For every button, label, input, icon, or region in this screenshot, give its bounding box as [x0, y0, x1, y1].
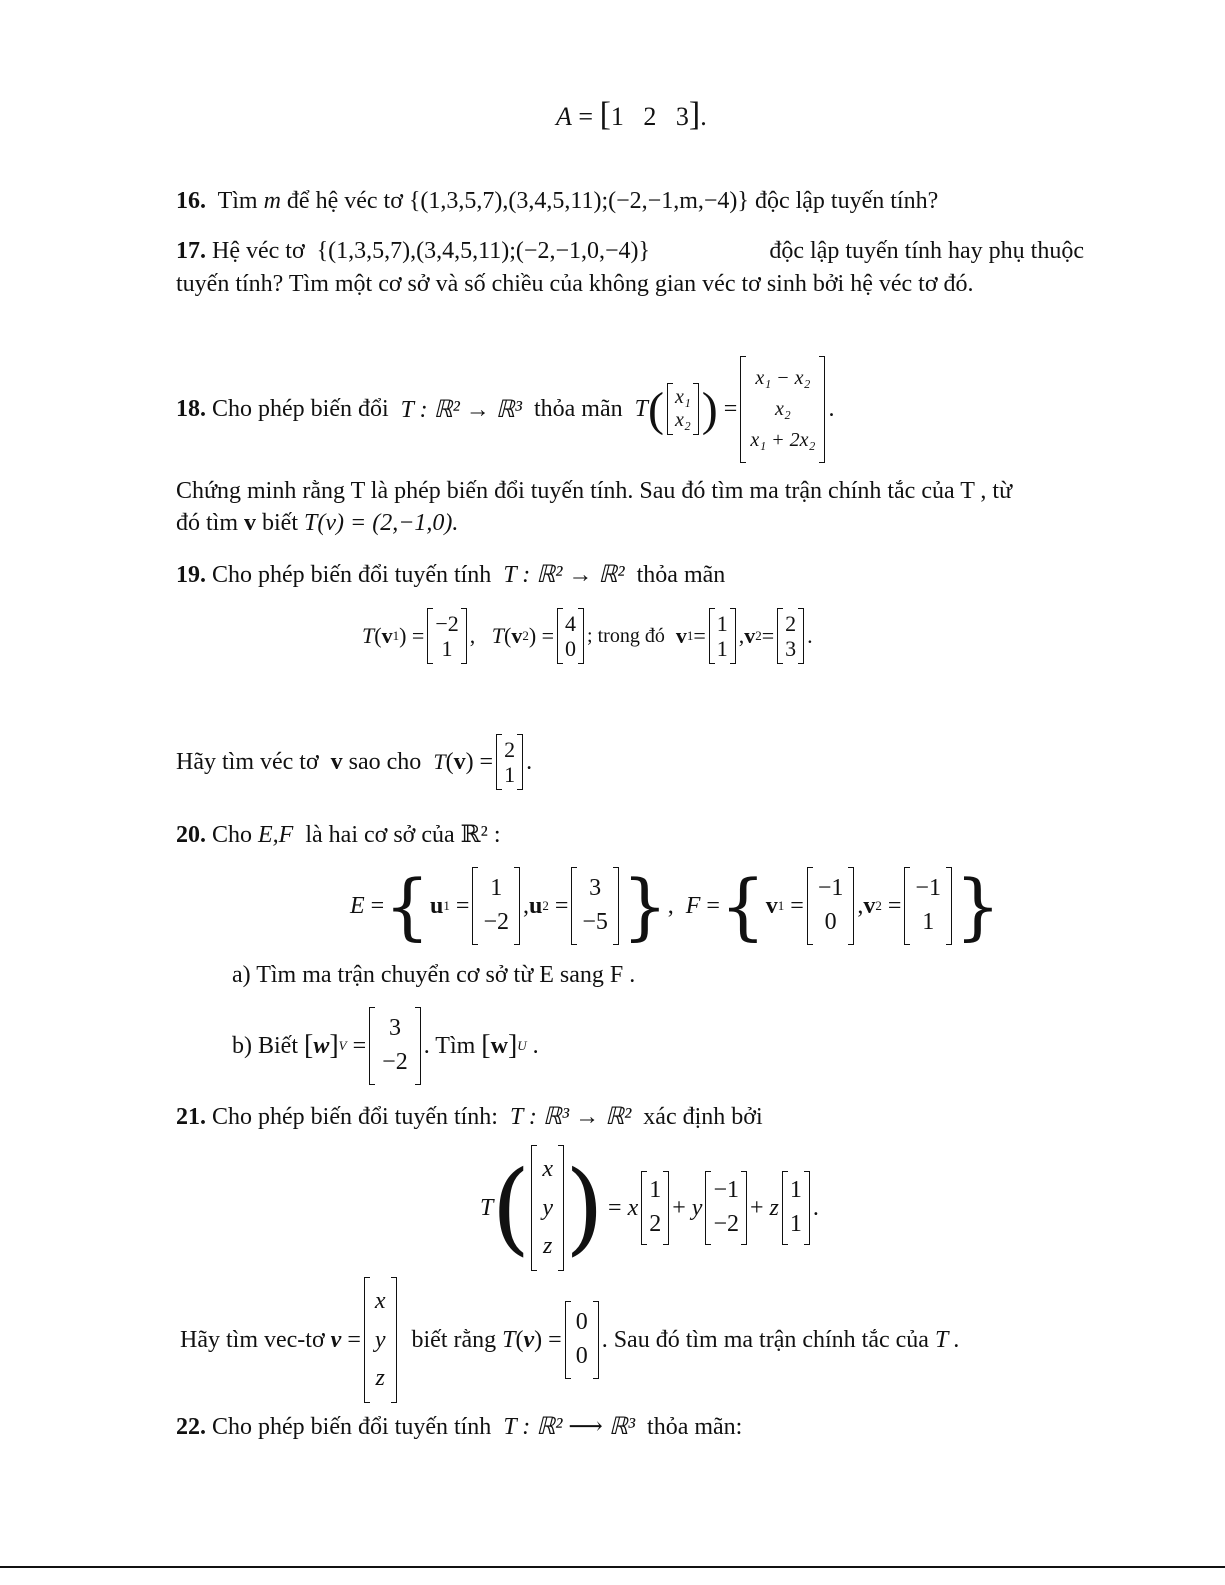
- problem-20-fv2: −1 1: [904, 868, 952, 943]
- problem-22-header: 22. Cho phép biến đổi tuyến tính T : ℝ² ⟶ ℝ³ thỏa mãn:: [176, 1414, 743, 1440]
- problem-21-v-vector: x y z: [364, 1278, 397, 1401]
- problem-21-zero-vector: 0 0: [565, 1302, 599, 1377]
- problem-16: [176, 188, 938, 215]
- problem-17-number: 17.: [176, 238, 206, 264]
- problem-19-v1: 1 1: [709, 609, 736, 664]
- problem-20-fv1: −1 0: [807, 868, 855, 943]
- problem-18-header: 18. Cho phép biến đổi T : ℝ² → ℝ³ thỏa mãn T ( x₁ x₂ ) = x₁ − x₂ x₂ x₁ + 2x₂ .: [176, 358, 834, 460]
- page-bottom-divider: [0, 1566, 1225, 1568]
- problem-21-input: x y z: [531, 1146, 564, 1269]
- problem-20-part-a: a) Tìm ma trận chuyển cơ sở từ E sang F .: [232, 962, 636, 988]
- problem-18-output-vector: x₁ − x₂ x₂ x₁ + 2x₂: [740, 357, 825, 462]
- problem-16-text: để hệ véc tơ: [286, 188, 403, 214]
- problem-19-header: 19. Cho phép biến đổi tuyến tính T : ℝ² → ℝ² thỏa mãn: [176, 562, 726, 588]
- problem-21-col3: 1 1: [782, 1172, 810, 1243]
- problem-21-col1: 1 2: [641, 1172, 669, 1243]
- matrix-a-equation: A = [1 2 3].: [556, 96, 707, 133]
- matrix-a-entry-1: 1: [610, 102, 624, 131]
- problem-19-tv2: 4 0: [557, 609, 584, 664]
- problem-22-map: T : ℝ² ⟶ ℝ³: [503, 1414, 636, 1440]
- problem-18-input-vector: x₁ x₂: [667, 384, 699, 434]
- problem-17-text: độc lập tuyến tính hay phụ thuộc: [769, 238, 1084, 264]
- problem-20-w-coords: 3 −2: [369, 1008, 421, 1083]
- problem-20-number: 20.: [176, 822, 206, 848]
- problem-19-tv: 2 1: [496, 735, 523, 790]
- problem-20-header: 20. Cho E,F là hai cơ sở của ℝ² :: [176, 822, 501, 848]
- problem-20-u2: 3 −5: [571, 868, 619, 943]
- problem-18-text: Cho phép biến đổi: [212, 395, 389, 422]
- problem-21-header: 21. Cho phép biến đổi tuyến tính: T : ℝ³ → ℝ² xác định bởi: [176, 1104, 763, 1130]
- problem-17-line2: tuyến tính? Tìm một cơ sở và số chiều của không gian véc tơ sinh bởi hệ véc tơ đó.: [176, 271, 974, 297]
- problem-17-set: {(1,3,5,7),(3,4,5,11);(−2,−1,0,−4)}: [316, 238, 651, 264]
- problem-21-col2: −1 −2: [705, 1172, 747, 1243]
- problem-17: [176, 238, 1084, 298]
- problem-20-part-b: b) Biết [ w ] V = 3 −2 . Tìm [ w ] U .: [232, 1010, 539, 1082]
- problem-21-find: Hãy tìm vec-tơ v = x y z biết rằng T ( v ) = 0 0 . Sau đó tìm ma trận chính tắc của T .: [180, 1284, 960, 1396]
- problem-20-u1: 1 −2: [472, 868, 520, 943]
- problem-22-number: 22.: [176, 1414, 206, 1440]
- problem-18-line3: đó tìm v biết T(v) = (2,−1,0).: [176, 510, 459, 536]
- problem-16-number: 16.: [176, 188, 206, 214]
- problem-20-bases: E = { u 1 = 1 −2 , u 2 = 3 −5 } , F = { v 1 = −1 0 , v 2 = −1 1 }: [350, 864, 1001, 948]
- matrix-a-entry-2: 2: [643, 102, 657, 131]
- problem-21-number: 21.: [176, 1104, 206, 1130]
- matrix-a-symbol: A: [556, 102, 572, 131]
- problem-19-tv1: −2 1: [427, 609, 466, 664]
- matrix-a-entry-3: 3: [675, 102, 689, 131]
- problem-16-text: độc lập tuyến tính?: [754, 188, 939, 214]
- problem-16-text: Tìm: [217, 188, 258, 214]
- problem-19-map: T : ℝ² → ℝ²: [503, 562, 625, 588]
- problem-19-equations: T ( v 1 ) = −2 1 , T ( v 2 ) = 4 0 ; trong đó v 1 = 1 1 , v 2 = 2 3 .: [362, 600, 813, 672]
- problem-18-map: T : ℝ² → ℝ³: [400, 396, 522, 423]
- problem-17-text: Hệ véc tơ: [212, 238, 305, 264]
- problem-18-number: 18.: [176, 395, 206, 422]
- problem-19-number: 19.: [176, 562, 206, 588]
- problem-19-find: Hãy tìm véc tơ v sao cho T ( v ) = 2 1 .: [176, 726, 532, 798]
- problem-16-set: {(1,3,5,7),(3,4,5,11);(−2,−1,m,−4)}: [408, 188, 749, 214]
- problem-19-v2: 2 3: [777, 609, 804, 664]
- problem-21-map: T : ℝ³ → ℝ²: [509, 1104, 632, 1130]
- problem-21-definition: T ( x y z ) = x 1 2 + y −1 −2 + z 1 1 .: [480, 1150, 819, 1266]
- problem-18-line2: Chứng minh rằng T là phép biến đổi tuyến tính. Sau đó tìm ma trận chính tắc của T , từ: [176, 478, 1013, 504]
- problem-18-text: thỏa mãn: [533, 395, 623, 422]
- problem-16-var: m: [263, 188, 281, 214]
